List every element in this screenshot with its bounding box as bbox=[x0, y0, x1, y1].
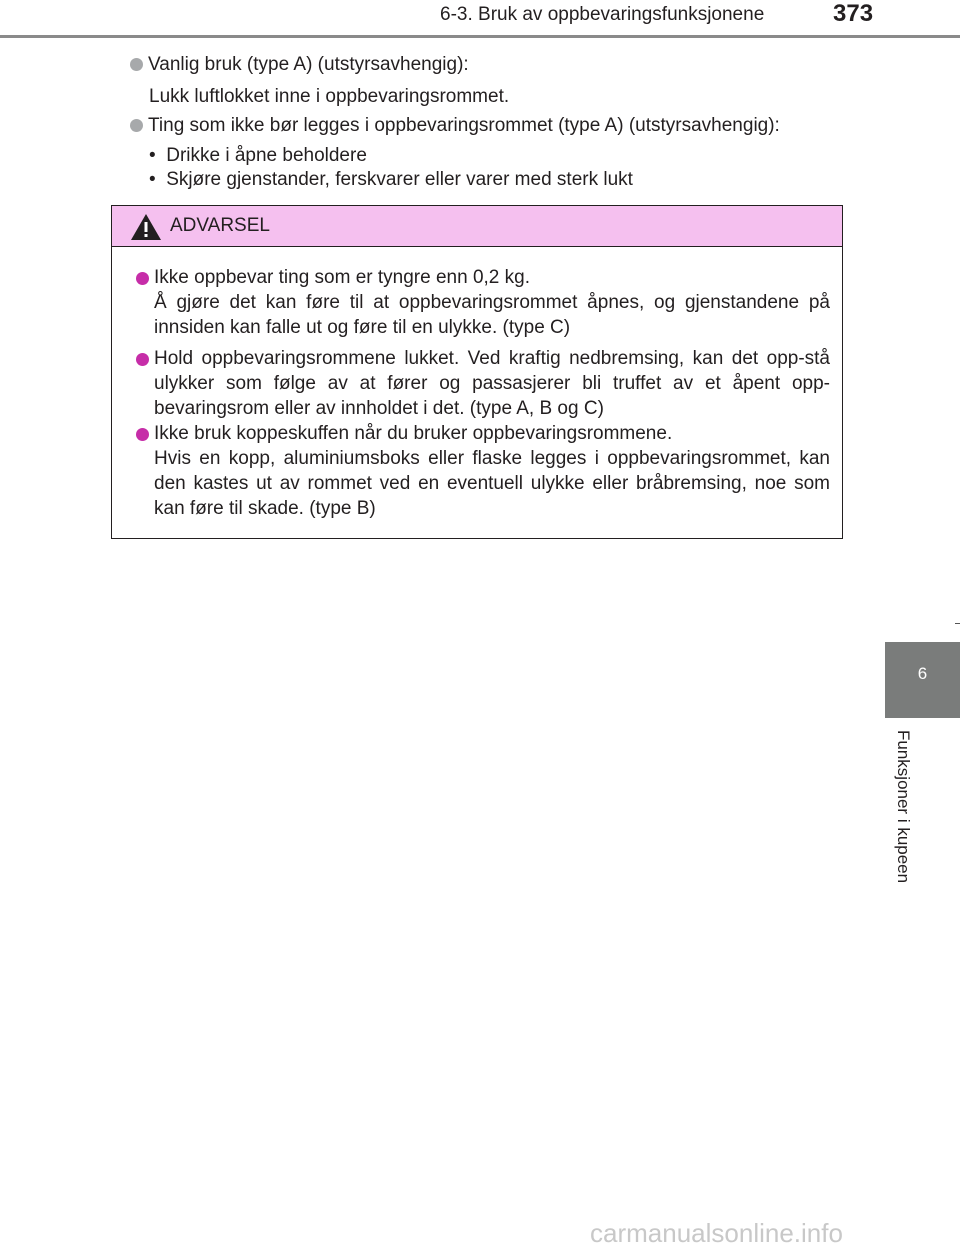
intro-item-1-text: Lukk luftlokket inne i oppbevaringsrommet. bbox=[149, 86, 510, 107]
bullet-icon bbox=[136, 353, 149, 366]
warning-title: ADVARSEL bbox=[170, 215, 270, 236]
chapter-number: 6 bbox=[917, 664, 928, 683]
intro-item-2 bbox=[130, 113, 780, 138]
warning-item: Ikke oppbevar ting som er tyngre enn 0,2 kg. Å gjøre det kan føre til at oppbevaringsrommet åpnes, og gjenstandene på innsiden kan falle ut og føre til en ulykke. (type C) bbox=[132, 265, 830, 340]
tab-tick-top bbox=[955, 623, 960, 624]
sub-list-item: • Skjøre gjenstander, ferskvarer eller varer med sterk lukt bbox=[149, 169, 633, 190]
sub-bullet: • bbox=[149, 169, 167, 190]
warning-header bbox=[112, 206, 842, 247]
warning-box bbox=[111, 205, 843, 539]
warning-item: Ikke bruk koppeskuffen når du bruker oppbevaringsrommene. Hvis en kopp, aluminiumsboks eller flaske legges i oppbevaringsrommet, kan den kastes ut av rommet ved en eventuell ulykke eller bråbremsing, noe som kan føre til skade. (type B) bbox=[132, 421, 830, 521]
intro-item-1 bbox=[130, 52, 469, 77]
sub-list-item: • Drikke i åpne beholdere bbox=[149, 145, 367, 166]
sub-bullet: • bbox=[149, 145, 167, 166]
watermark-logo: carmanualsonline.info bbox=[590, 1218, 843, 1248]
header-divider bbox=[0, 35, 960, 38]
section-title: 6-3. Bruk av oppbevaringsfunksjonene bbox=[440, 4, 765, 25]
bullet-icon bbox=[136, 272, 149, 285]
bullet-icon bbox=[130, 58, 143, 71]
intro-item-2-heading: Ting som ikke bør legges i oppbevaringsrommet (type A) (utstyrsavhengig): bbox=[148, 115, 780, 136]
page-number: 373 bbox=[833, 0, 874, 27]
chapter-label: Funksjoner i kupeen bbox=[894, 730, 913, 884]
warning-triangle-icon bbox=[130, 213, 162, 241]
warning-item: Hold oppbevaringsrommene lukket. Ved kraftig nedbremsing, kan det opp-stå ulykker som følge av at fører og passasjerer bli truffet av et åpent opp-bevaringsrom eller av innholdet i det. (type A, B og C) bbox=[132, 346, 830, 421]
bullet-icon bbox=[136, 428, 149, 441]
intro-item-1-heading: Vanlig bruk (type A) (utstyrsavhengig): bbox=[148, 54, 469, 75]
bullet-icon bbox=[130, 119, 143, 132]
chapter-tab bbox=[885, 642, 960, 718]
